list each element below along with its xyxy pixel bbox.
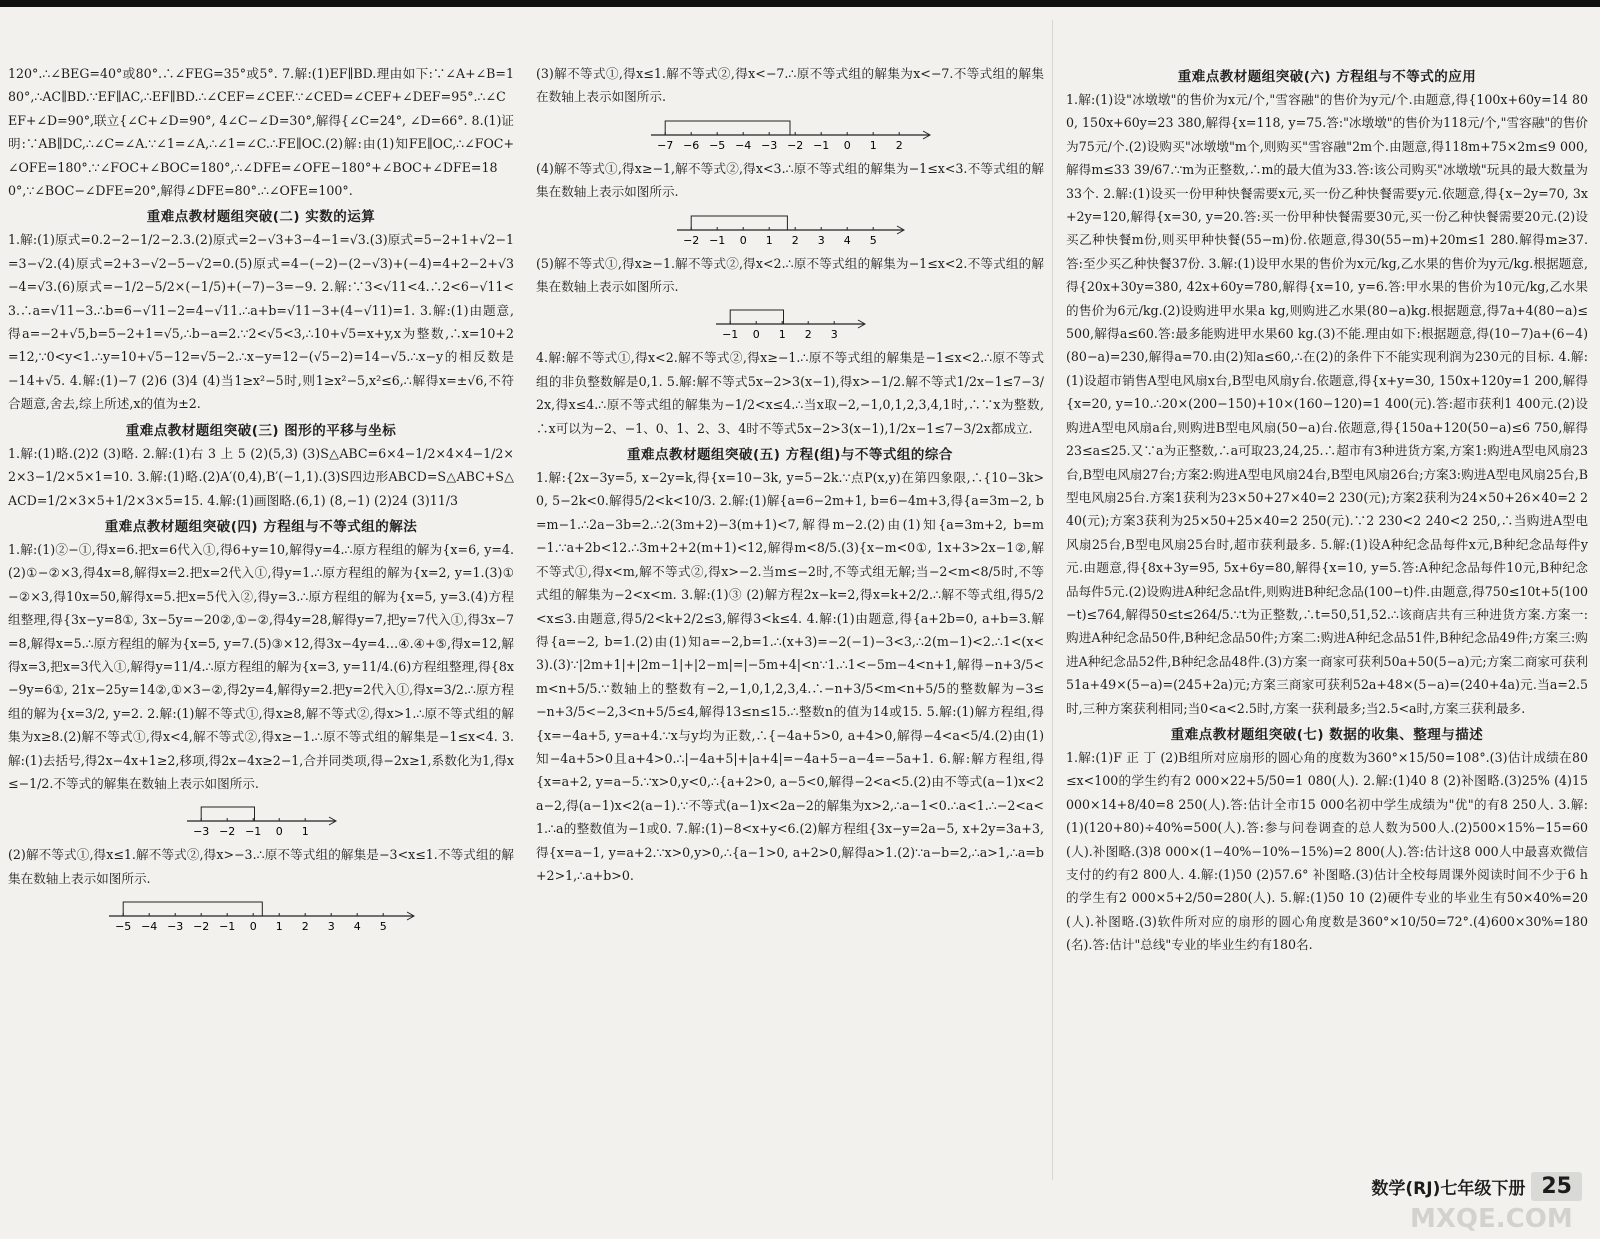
answer-paragraph: (5)解不等式①,得x≥−1.解不等式②,得x<2.∴原不等式组的解集为−1≤x<2.不等式组的解集在数轴上表示如图所示.: [536, 255, 1044, 295]
solution-range-bracket: [730, 310, 783, 324]
number-line-label: −1: [709, 233, 726, 247]
answer-paragraph: 1.解:(1)略.(2)2 (3)略. 2.解:(1)右 3 上 5 (2)(5,3) (3)S△ABC=6×4−1/2×4×4−1/2×2×3−1/2×5×1=10. 3.解:(1)略.(2)A′(0,4),B′(−1,1).(3)S四边形ABCD=S△ABC+S△ACD=1/2×3×5+1/2×3×5=15. 4.解:(1)画图略.(6,1) (8,−1) (2)24 (3)11/3: [8, 445, 514, 508]
solution-range-bracket: [691, 216, 787, 230]
column-divider: [1052, 20, 1053, 1180]
number-line-label: 5: [379, 920, 387, 934]
number-line-label: −5: [115, 920, 132, 934]
page-footer: [1371, 1172, 1582, 1201]
answer-paragraph: 1.解:(1)②−①,得x=6.把x=6代入①,得6+y=10,解得y=4.∴原方程组的解为{x=6, y=4.(2)①−②×3,得4x=8,解得x=2.把x=2代入①,得y=1.∴原方程组的解为{x=2, y=1.(3)①−②×3,得10x=50,解得x=5.把x=5代入②,得y=3.∴原方程组的解为{x=5, y=3.(4)方程组整理,得{3x−y=8①, 3x−5y=−20②,①−②,得4y=28,解得y=7,把y=7代入①,得3x−7=8,解得x=5.∴原方程组的解为{x=5, y=7.(5)③×12,得3x−4y=4…④.④+⑤,得x=12,解得x=3,把x=3代入①,解得y=11/4.∴原方程组的解为{x=3, y=11/4.(6)方程组整理,得{8x−9y=6①, 21x−25y=14②,①×3−②,得2y=4,解得y=2.把y=2代入①,得x=3/2.∴原方程组的解为{x=3/2, y=2. 2.解:(1)解不等式①,得x≥8,解不等式②,得x>1.∴原不等式组的解集为x≥8.(2)解不等式①,得x<4,解不等式②,得x≥−1.∴原不等式组的解集是−1≤x<4. 3.解:(1)去括号,得2x−4x+1≥2,移项,得2x−4x≥2−1,合并同类项,得−2x≥1,系数化为1,得x≤−1/2.不等式的解集在数轴上表示如图所示.: [8, 541, 514, 791]
number-line-label: 1: [301, 825, 309, 839]
answer-paragraph: 1.解:(1)F 正 丁 (2)B组所对应扇形的圆心角的度数为360°×15/50=108°.(3)估计成绩在80≤x<100的学生约有2 000×22+5/50=1 080(人). 2.解:(1)40 8 (2)补图略.(3)25% (4)15 000×14+8/40=8 250(人).答:估计全市15 000名初中学生成绩为"优"的有8 250人. 3.解:(1)(120+80)÷40%=500(人).答:参与问卷调查的总人数为500人.(2)500×15%−15=60(人).补图略.(3)8 000×(1−40%−10%−15%)=2 800(人).答:估计这8 000人中最喜欢微信支付的约有2 800人. 4.解:(1)50 (2)57.6° 补图略.(3)估计全校每周课外阅读时间不少于6 h的学生有2 000×5+2/50=280(人). 5.解:(1)50 10 (2)硬件专业的毕业生有50×40%=20(人).补图略.(3)软件所对应的扇形的圆心角度数是360°×10/50=72°.(4)600×30%=180(名).答:估计"总线"专业的毕业生约有180名.: [1066, 749, 1588, 953]
number-line-label: 2: [301, 920, 309, 934]
answer-paragraph: 1.解:(1)设"冰墩墩"的售价为x元/个,"雪容融"的售价为y元/个.由题意,得{100x+60y=14 800, 150x+60y=23 380,解得{x=118, y=75.答:"冰墩墩"的售价为118元/个,"雪容融"的售价为75元/个.(2)设购买"冰墩墩"m个,则购买"雪容融"2m个.由题意,得118m+75×2m≤9 000,解得m≤33 39/67.∵m为正整数,∴m的最大值为33.答:该公司购买"冰墩墩"玩具的最大数量为33个. 2.解:(1)设买一份甲种快餐需要x元,买一份乙种快餐需要y元.依题意,得{x−2y=70, 3x+2y=120,解得{x=30, y=20.答:买一份甲种快餐需要30元,买一份乙种快餐需要20元.(2)设买乙种快餐m份,则买甲种快餐(55−m)份.依题意,得30(55−m)+20m≤1 280.解得m≥37.答:至少买乙种快餐37份. 3.解:(1)设甲水果的售价为x元/kg,乙水果的售价为y元/kg.根据题意,得{20x+30y=380, 42x+60y=780,解得{x=10, y=6.答:甲水果的售价为10元/kg,乙水果的售价为6元/kg.(2)设购进甲水果a kg,则购进乙水果(80−a)kg.根据题意,得7a+4(80−a)≤500,解得a≤60.答:最多能购进甲水果60 kg.(3)不能.理由如下:根据题意,得(10−7)a+(6−4)(80−a)=230,解得a=70.由(2)知a≤60,∴在(2)的条件下不能实现利润为230元的目标. 4.解:(1)设超市销售A型电风扇x台,B型电风扇y台.依题意,得{x+y=30, 150x+120y=1 200,解得{x=20, y=10.∴20×(200−150)+10×(160−120)=1 400(元).答:超市获利1 400元.(2)设购进A型电风扇a台,则购进B型电风扇(50−a)台.依题意,得{150a+120(50−a)≤6 750,解得23≤a≤25.又∵a为正整数,∴a可取23,24,25.∴超市有3种进货方案,方案1:购进A型电风扇23台,B型电风扇27台;方案2:购进A型电风扇24台,B型电风扇26台;方案3:购进A型电风扇25台,B型电风扇25台.方案1获利为23×50+27×40=2 230(元);方案2获利为24×50+26×40=2 240(元);方案3获利为25×50+25×40=2 250(元).∵2 230<2 240<2 250,∴当购进A型电风扇25台,B型电风扇25台时,超市获利最多. 5.解:(1)设A种纪念品每件x元,B种纪念品每件y元.由题意,得{8x+3y=95, 5x+6y=80,解得{x=10, y=5.答:A种纪念品每件10元,B种纪念品每件5元.(2)设购进A种纪念品t件,则购进B种纪念品(100−t)件.由题意,得750≤10t+5(100−t)≤764,解得50≤t≤264/5.∵t为正整数,∴t=50,51,52.∴该商店共有三种进货方案.方案一:购进A种纪念品50件,B种纪念品50件;方案二:购进A种纪念品51件,B种纪念品49件;方案三:购进A种纪念品52件,B种纪念品48件.(3)方案一商家可获利50a+50(5−a)元;方案二商家可获利51a+49×(5−a)=(245+2a)元;方案三商家可获利52a+48×(5−a)=(240+4a)元.当a=2.5时,三种方案获利相同;当0<a<2.5时,方案一获利最多;当2.5<a时,方案三获利最多.: [1066, 92, 1588, 716]
answer-paragraph: (3)解不等式①,得x≤1.解不等式②,得x<−7.∴原不等式组的解集为x<−7.不等式组的解集在数轴上表示如图所示.: [536, 66, 1044, 105]
section-heading: 重难点教材题组突破(六) 方程组与不等式的应用: [1177, 69, 1477, 85]
number-line-label: 1: [275, 920, 283, 934]
page-number: 25: [1531, 1172, 1582, 1201]
number-line-label: 3: [830, 328, 838, 342]
number-line-label: −3: [193, 825, 210, 839]
number-line-label: −2: [683, 233, 700, 247]
number-line-label: −2: [193, 920, 210, 934]
right-column: [1066, 62, 1588, 1167]
number-line-label: 2: [791, 233, 799, 247]
number-line-label: 1: [765, 233, 773, 247]
number-line-label: −1: [722, 328, 739, 342]
answer-paragraph: 4.解:解不等式①,得x<2.解不等式②,得x≥−1.∴原不等式组的解集是−1≤x<2.∴原不等式组的非负整数解是0,1. 5.解:解不等式5x−2>3(x−1),得x>−1/2.解不等式1/2x−1≤7−3/2x,得x≤4.∴原不等式组的解集为−1/2<x≤4.∴当x取−2,−1,0,1,2,3,4,1时,∴∵x为整数,∴x可以为−2、−1、0、1、2、3、4时不等式5x−2>3(x−1),1/2x−1≤7−3/2x都成立.: [536, 350, 1044, 436]
number-line-label: −1: [245, 825, 262, 839]
number-line-label: −5: [709, 138, 726, 152]
top-border: [0, 0, 1600, 7]
number-line-label: 0: [739, 233, 747, 247]
solution-range-bracket: [123, 902, 262, 916]
number-line-label: −1: [219, 920, 236, 934]
number-line: [712, 302, 868, 342]
number-line: [105, 894, 417, 934]
number-line-label: 4: [843, 233, 851, 247]
book-title: 数学(RJ)七年级下册: [1371, 1179, 1526, 1199]
number-line-label: 0: [843, 138, 851, 152]
answer-paragraph: (4)解不等式①,得x≥−1,解不等式②,得x<3.∴原不等式组的解集为−1≤x<3.不等式组的解集在数轴上表示如图所示.: [536, 160, 1044, 200]
number-line-label: 5: [869, 233, 877, 247]
number-line-label: −4: [141, 920, 158, 934]
section-heading: 重难点教材题组突破(二) 实数的运算: [146, 209, 376, 226]
number-line-label: 0: [752, 328, 760, 342]
watermark-logo: [1410, 1201, 1580, 1233]
number-line-label: 3: [817, 233, 825, 247]
number-line-label: 2: [895, 138, 903, 152]
svg-text:MXQE.COM: MXQE.COM: [1410, 1204, 1573, 1233]
number-line-label: −4: [735, 138, 752, 152]
answer-paragraph: 1.解:(1)原式=0.2−2−1/2−2.3.(2)原式=2−√3+3−4−1=√3.(3)原式=5−2+1+√2−1=3−√2.(4)原式=2+3−√2−5−√2=0.(5)原式=4−(−2)−(2−√3)+(−4)=4+2−2+√3−4=√3.(6)原式=−1/2−5/2×(−1/5)+(−7)−3=−9. 2.解:∵3<√11<4.∴2<6−√11<3.∴a=√11−3.∴b=6−√11−2=4−√11.∴a+b=√11−3+(4−√11)=1. 3.解:(1)由题意,得a=−2+√5,b=5−2+1=√5,∴b−a=2.∵2<√5<3,∴10+√5=x+y,x为整数,∴x=10+2=12,∵0<y<1.∴y=10+√5−12=√5−2.∴x−y=12−(√5−2)=14−√5.∴x−y的相反数是−14+√5. 4.解:(1)−7 (2)6 (3)4 (4)当1≥x²−5时,则1≥x²−5,x²≤6,∴解得x=±√6,不符合题意,舍去,综上所述,x的值为±2.: [8, 232, 514, 412]
section-heading: 重难点教材题组突破(七) 数据的收集、整理与描述: [1170, 726, 1484, 743]
number-line-label: 1: [778, 328, 786, 342]
number-line-label: 3: [327, 920, 335, 934]
solution-range-bracket: [665, 121, 790, 135]
number-line-label: −7: [657, 138, 674, 152]
middle-column: [536, 62, 1044, 1167]
section-heading: 重难点教材题组突破(五) 方程(组)与不等式组的综合: [627, 447, 953, 464]
number-line-label: 2: [804, 328, 812, 342]
section-heading: 重难点教材题组突破(四) 方程组与不等式组的解法: [104, 518, 418, 535]
number-line-label: −6: [683, 138, 700, 152]
number-line-label: 0: [275, 825, 283, 839]
number-line: [647, 113, 933, 153]
answer-paragraph: 120°.∴∠BEG=40°或80°.∴∠FEG=35°或5°. 7.解:(1)EF∥BD.理由如下:∵∠A+∠B=180°,∴AC∥BD.∵EF∥AC,∴EF∥BD.∴∠CEF=∠CEF.∵∠CED=∠CEF+∠DEF=95°.∴∠CEF+∠D=90°,联立{∠C+∠D=90°, 4∠C−∠D=30°,解得{∠C=24°, ∠D=66°. 8.(1)证明:∵AB∥DC,∴∠C=∠A.∵∠1=∠A,∴∠1=∠C.∴FE∥OC.(2)解:由(1)知FE∥OC,∴∠FOC+∠OFE=180°.∵∠FOC+∠BOC=180°,∴∠DFE=∠OFE−180°+∠BOC+∠DFE=180°,∵∠BOC−∠DFE=20°,解得∠DFE=80°.∴∠OFE=100°.: [8, 66, 514, 199]
number-line: [673, 208, 907, 248]
section-heading: 重难点教材题组突破(三) 图形的平移与坐标: [125, 422, 397, 439]
left-column: [8, 62, 514, 1167]
solution-range-bracket: [201, 807, 254, 821]
answer-paragraph: 1.解:{2x−3y=5, x−2y=k,得{x=10−3k, y=5−2k.∵点P(x,y)在第四象限,∴{10−3k>0, 5−2k<0.解得5/2<k<10/3. 2.解:(1)解{a=6−2m+1, b=6−4m+3,得{a=3m−2, b=m−1.∴2a−3b=2.∴2(3m+2)−3(m+1)<7,解得m−2.(2)由(1)知{a=3m+2, b=m−1.∵a+2b<12.∴3m+2+2(m+1)<12,解得m<8/5.(3){x−m<0①, 1x+3>2x−1②,解不等式①,得x<m,解不等式②,得x>−2.当m≤−2时,不等式组无解;当−2<m<8/5时,不等式组的解集为−2<x<m. 3.解:(1)③ (2)解方程2x−k=2,得x=k+2/2.∴解不等式组,得5/2<x≤3.由题意,得5/2<k+2/2≤3,解得3<k≤4. 4.解:(1)由题意,得{a+2b=0, a+b=3.解得{a=−2, b=1.(2)由(1)知a=−2,b=1.∴(x+3)=−2(−1)−3<3,∴2(m−1)<2.∴1<(x<3).(3)∵|2m+1|+|2m−1|+|2−m|=|−5m+4|<n∵1.∴1<−5m−4<n+1,解得−n+3/5<m<n+5/5.∵数轴上的整数有−2,−1,0,1,2,3,4.∴−n+3/5<m<n+5/5的整数解为−3≤−n+3/5<−2,3<n+5/5≤4,解得13≤n≤15.∴整数n的值为14或15. 5.解:(1)解方程组,得{x=−4a+5, y=a+4.∵x与y均为正数,∴{−4a+5>0, a+4>0,解得−4<a<5/4.(2)由(1)知−4a+5>0且a+4>0.∴|−4a+5|+|a+4|=−4a+5−a−4=−5a+1. 6.解:解方程组,得{x=a+2, y=a−5.∵x>0,y<0,∴{a+2>0, a−5<0,解得−2<a<5.(2)由不等式(a−1)x<2a−2,得(a−1)x<2(a−1).∵不等式(a−1)x<2a−2的解集为x>2,∴a−1<0.∴a<1.∴−2<a<1.∴a的整数值为−1或0. 7.解:(1)−8<x+y<6.(2)解方程组{3x−y=2a−5, x+2y=3a+3,得{x=a−1, y=a+2.∵x>0,y>0,∴{a−1>0, a+2>0,解得a>1.(2)∵a−b=2,∴a>1,∴a=b+2>1,∴a+b>0.: [536, 470, 1044, 883]
number-line-label: −3: [761, 138, 778, 152]
number-line-label: −2: [219, 825, 236, 839]
number-line-label: 4: [353, 920, 361, 934]
number-line-label: −1: [813, 138, 830, 152]
number-line-label: 0: [249, 920, 257, 934]
number-line: [183, 799, 339, 839]
number-line-label: −3: [167, 920, 184, 934]
number-line-label: 1: [869, 138, 877, 152]
number-line-label: −2: [787, 138, 804, 152]
answer-paragraph: (2)解不等式①,得x≤1.解不等式②,得x>−3.∴原不等式组的解集是−3<x≤1.不等式组的解集在数轴上表示如图所示.: [8, 847, 514, 886]
